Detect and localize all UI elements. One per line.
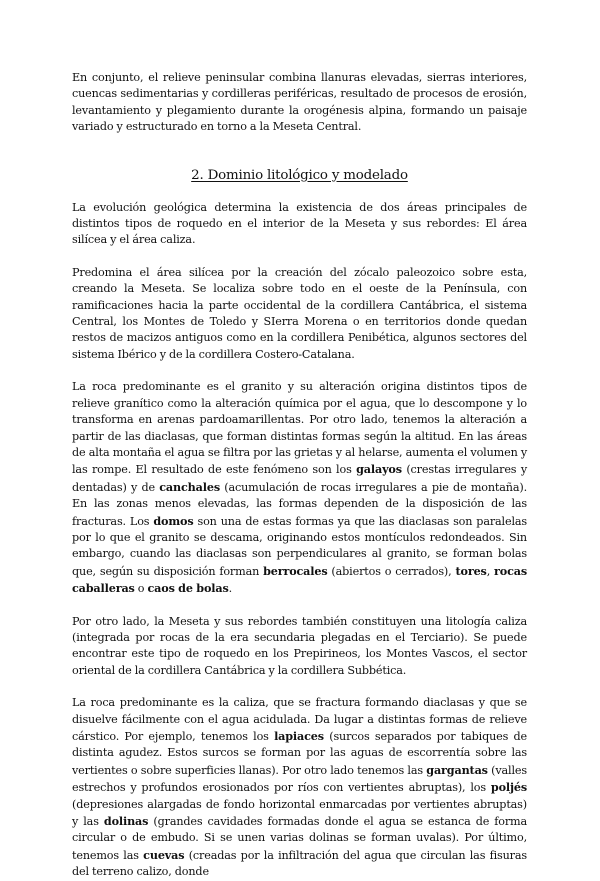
text-run: (crestas irregulares y dentadas) y de [72,463,527,494]
spacer [72,679,527,695]
spacer [72,598,527,614]
text-run: o [134,582,148,596]
text-run: (grandes cavidades formadas donde el agua se estanca de forma circular o de embudo. Si se unen varias dolinas se forman uvalas). Por último, tenemos las [72,815,528,862]
term-berrocales: berrocales [263,563,328,578]
paragraph-lithology-areas: La evolución geológica determina la existencia de dos áreas principales de distintos tipos de roquedo en el interior de la Meseta y sus rebordes: El área silícea y el área caliza. [72,200,527,247]
term-dolinas: dolinas [103,814,149,829]
section-heading-text: 2. Dominio litológico y modelado [191,167,408,183]
paragraph-limestone-area: Por otro lado, la Meseta y sus rebordes también constituyen una litología caliza (integrada por rocas de la era secundaria plegadas en el Terciario). Se puede encontrar este tipo de roquedo en los Prepirineos, los Montes Vascos, el sector oriental de la cordillera Cantábrica y la cordillera Subbética. [72,614,527,677]
paragraph-siliceous-area: Predomina el área silícea por la creación del zócalo paleozoico sobre esta, creando la Meseta. Se localiza sobre todo en el oeste de la Península, con ramificaciones hacia la parte occidental de la cordillera Cantábrica, el sistema Central, los Montes de Toledo y SIerra Morena o en territorios donde quedan restos de macizos antiguos como en la cordillera Penibética, algunos sectores del sistema Ibérico y de la cordillera Costero-Catalana. [72,265,527,361]
intro-paragraph: En conjunto, el relieve peninsular combina llanuras elevadas, sierras interiores, cuencas sedimentarias y cordilleras periféricas, resultado de procesos de erosión, levantamiento y plegamiento durante la orogénesis alpina, formando un paisaje variado y estructurado en torno a la Meseta Central. [72,71,527,134]
section-heading [72,166,527,186]
text-run: (creadas por la infiltración del agua que circulan las fisuras del terreno calizo, donde [72,848,527,879]
text-run: (valles estrechos y profundos erosionados por ríos con vertientes abruptas), los [72,763,527,795]
text-run: (acumulación de rocas irregulares a pie de montaña). En las zonas menos elevadas, las formas dependen de la disposición de las fracturas. Los [72,480,527,528]
text-run: , [486,564,495,578]
spacer [72,249,527,265]
paragraph-karst-relief [72,695,527,880]
document-page [72,70,527,881]
spacer [72,136,527,166]
text-run: son una de estas formas ya que las diaclasas son paralelas por lo que el granito se descama, originando estos montículos redondeados. Sin embargo, cuando las diaclasas son perpendiculares al granito, se forman bolas que, según su disposición forman [72,514,527,578]
term-poljes: poljés [490,780,527,795]
term-caos-de-bolas: caos de bolas [147,581,229,596]
term-tores: tores [455,563,487,578]
term-gargantas: gargantas [426,762,488,777]
term-canchales: canchales [159,479,220,494]
text-run: (depresiones alargadas de fondo horizontal enmarcadas por vertientes abruptas) y las [72,797,527,829]
term-cuevas: cuevas [143,847,185,862]
term-rocas-caballeras: rocas caballeras [72,563,528,596]
spacer [72,363,527,379]
paragraph-granite-relief [72,379,527,597]
text-run: (abiertos o cerrados), [327,564,456,578]
spacer [72,186,527,200]
text-run: (surcos separados por tabiques de distinta agudez. Estos surcos se forman por las aguas de escorrentía sobre las vertientes o sobre superficies llanas). Por otro lado tenemos las [72,730,527,777]
text-run: La roca predominante es la caliza, que se fractura formando diaclasas y que se disuelve fácilmente con el agua acidulada. Da lugar a distintas formas de relieve cárstico. Por ejemplo, tenemos los [72,696,527,743]
term-lapiaces: lapiaces [274,729,324,743]
term-galayos: galayos [356,462,402,477]
text-run: . [228,582,233,596]
term-domos: domos [153,513,194,528]
text-run: La roca predominante es el granito y su alteración origina distintos tipos de relieve granítico como la alteración química por el agua, que lo descompone y lo transforma en arenas pardoamarillentas. Por otro lado, tenemos la alteración a partir de las diaclasas, que forman distintas formas según la altitud. En las áreas de alta montaña el agua se filtra por las grietas y al helarse, aumenta el volumen y las rompe. El resultado de este fenómeno son los [72,380,527,477]
